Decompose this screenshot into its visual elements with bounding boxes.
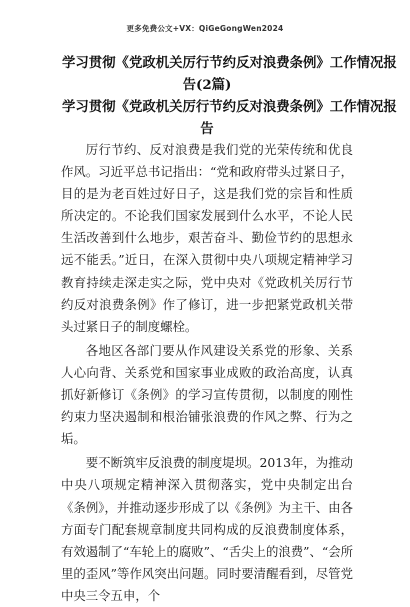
main-title-line-1: 学习贯彻《党政机关厉行节约反对浪费条例》工作情况报	[62, 55, 397, 71]
sub-title-line-2: 告	[200, 121, 214, 137]
main-title-line-2: 告(2篇)	[182, 77, 232, 93]
paragraph-2: 各地区各部门要从作风建设关系党的形象、关系人心向背、关系党和国家事业成败的政治高度，认真抓好新修订《条例》的学习宣传贯彻，以制度的刚性约束力坚决遏制和根治铺张浪费的作风之弊、行为之垢。	[61, 342, 353, 447]
document-body	[61, 139, 353, 607]
paragraph-3: 要不断筑牢反浪费的制度堤坝。2013年，为推动中央八项规定精神深入贯彻落实，党中央制定出台《条例》，并推动逐步形成了以《条例》为主干、由各方面专门配套规章制度共同构成的反浪费制度体系，有效遏制了“车轮上的腐败”、“舌尖上的浪费”、“会所里的歪风”等作风突出问题。同时要清醒看到，尽管党中央三令五申，个	[61, 455, 353, 603]
paragraph-1: 厉行节约、反对浪费是我们党的光荣传统和优良作风。习近平总书记指出：“党和政府带头过紧日子，目的是为老百姓过好日子，这是我们党的宗旨和性质所决定的。不论我们国家发展到什么水平，不论人民生活改善到什么地步，艰苦奋斗、勤俭节约的思想永远不能丢。”近日，在深入贯彻中央八项规定精神学习教育持续走深走实之际，党中央对《党政机关厉行节约反对浪费条例》作了修订，进一步把紧党政机关带头过紧日子的制度螺栓。	[61, 142, 353, 334]
sub-title-line-1: 学习贯彻《党政机关厉行节约反对浪费条例》工作情况报	[62, 99, 397, 115]
header-note: 更多免费公文+VX：QiGeGongWen2024	[126, 24, 284, 33]
